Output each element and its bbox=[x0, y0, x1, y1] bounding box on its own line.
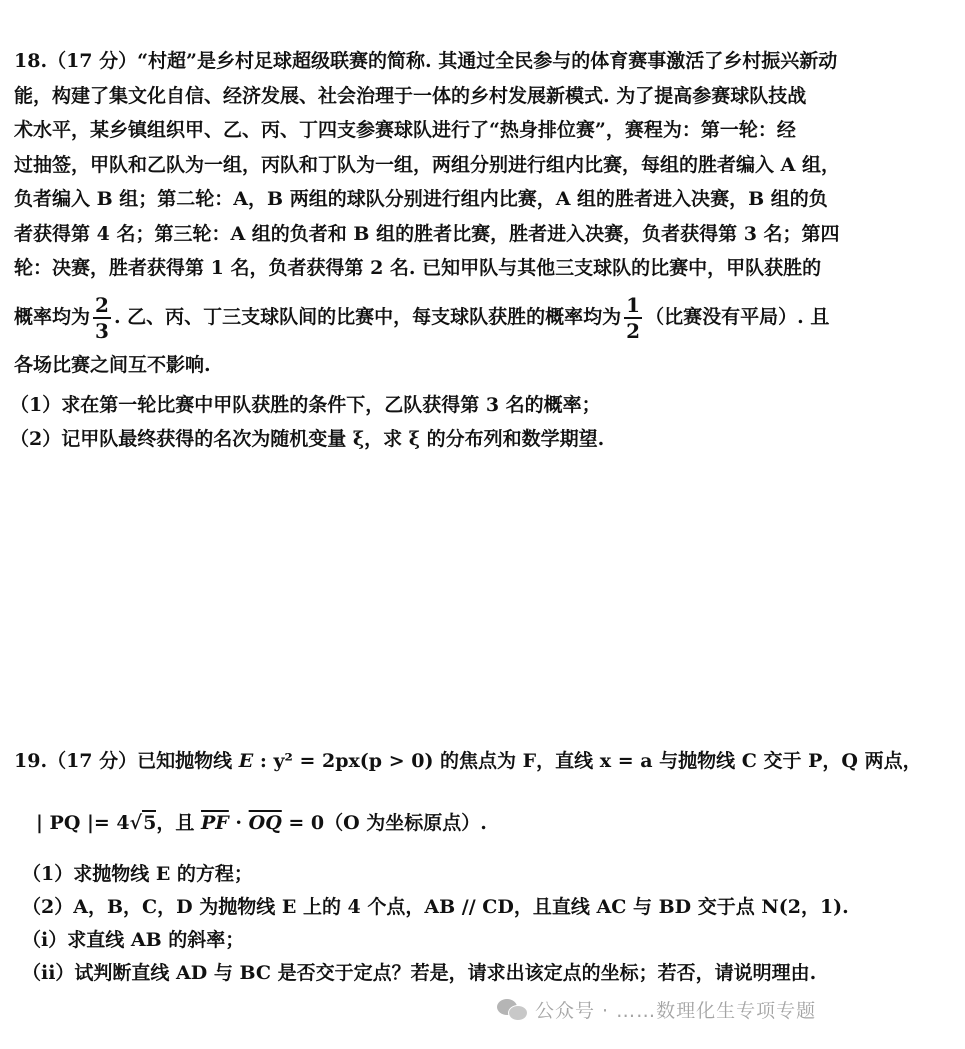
question-19 bbox=[14, 744, 954, 990]
watermark-text: 公众号 · ……数理化生专项专题 bbox=[535, 999, 817, 1022]
subquestion-2-ii: （ii）试判断直线 AD 与 BC 是否交于定点？若是，请求出该定点的坐标；若否，请说明理由. bbox=[22, 962, 817, 984]
vector-pf: $\overline{PF}$ bbox=[201, 812, 229, 834]
subquestion-1: （1）求抛物线 E 的方程； bbox=[22, 863, 253, 885]
fraction-denominator: 3 bbox=[95, 318, 109, 343]
stem-line-8-c: （比赛没有平局）. 且 bbox=[645, 305, 830, 328]
stem-line-5: 负者编入 B 组；第二轮：A，B 两组的球队分别进行组内比赛，A 组的胜者进入决赛，B 组的负 bbox=[14, 188, 828, 210]
stem-line-1: （17 分）“村超”是乡村足球超级联赛的简称. 其通过全民参与的体育赛事激活了乡村振兴新动 bbox=[47, 50, 838, 72]
question-19-stem-line-2 bbox=[36, 806, 954, 840]
stem-line-7: 轮：决赛，胜者获得第 1 名，负者获得第 2 名. 已知甲队与其他三支球队的比赛中，甲队获胜的 bbox=[14, 257, 822, 279]
question-18-number: 18. bbox=[14, 50, 48, 72]
fraction-two-thirds bbox=[93, 292, 111, 343]
dot-operator: · bbox=[228, 812, 249, 834]
sqrt-symbol: √ bbox=[129, 812, 143, 834]
subquestion-2-i: （i）求直线 AB 的斜率； bbox=[22, 929, 245, 951]
fraction-denominator: 2 bbox=[626, 318, 641, 343]
fraction-one-half bbox=[624, 292, 642, 343]
question-19-number: 19. bbox=[14, 750, 48, 772]
stem-line-3: 术水平，某乡镇组织甲、乙、丙、丁四支参赛球队进行了“热身排位赛”，赛程为：第一轮：经 bbox=[14, 119, 796, 141]
stem-line-8-b: . 乙、丙、丁三支球队间的比赛中，每支球队获胜的概率均为 bbox=[113, 305, 622, 328]
subquestion-2: （2）A，B，C，D 为抛物线 E 上的 4 个点，AB // CD，且直线 AC 与 BD 交于点 N(2，1). bbox=[22, 896, 849, 918]
math-symbol: E bbox=[238, 750, 254, 772]
watermark bbox=[497, 993, 816, 1025]
question-19-stem-line-1 bbox=[14, 744, 954, 778]
vector-oq: $\overline{OQ}$ bbox=[248, 812, 282, 834]
stem-line-2: 能，构建了集文化自信、经济发展、社会治理于一体的乡村发展新模式. 为了提高参赛球队技战 bbox=[14, 84, 807, 107]
stem-line-8 bbox=[14, 286, 954, 348]
stem-text: ，且 bbox=[156, 812, 202, 834]
math-expression: | PQ |= 4 bbox=[36, 812, 130, 834]
question-18-subquestions bbox=[6, 388, 954, 456]
wechat-icon bbox=[497, 997, 527, 1021]
fraction-numerator: 1 bbox=[626, 292, 641, 317]
stem-line-8-a: 概率均为 bbox=[14, 305, 91, 328]
stem-line-9-text: 各场比赛之间互不影响. bbox=[14, 353, 211, 376]
subquestion-2: （2）记甲队最终获得的名次为随机变量 ξ，求 ξ 的分布列和数学期望. bbox=[10, 428, 605, 450]
stem-text: = 0（O 为坐标原点）. bbox=[281, 812, 487, 834]
subquestion-1: （1）求在第一轮比赛中甲队获胜的条件下，乙队获得第 3 名的概率； bbox=[10, 394, 601, 416]
question-18-stem bbox=[14, 44, 954, 286]
stem-text: （17 分）已知抛物线 bbox=[47, 750, 239, 772]
stem-line-9 bbox=[14, 348, 954, 383]
sqrt-radicand: 5 bbox=[143, 812, 157, 834]
stem-text: : y² = 2px(p > 0) 的焦点为 F，直线 x = a 与抛物线 C 交于 P，Q 两点， bbox=[253, 750, 922, 772]
fraction-numerator: 2 bbox=[95, 292, 109, 317]
question-19-subquestions bbox=[18, 858, 954, 990]
stem-line-4: 过抽签，甲队和乙队为一组，丙队和丁队为一组，两组分别进行组内比赛，每组的胜者编入 A 组， bbox=[14, 153, 840, 176]
stem-line-6: 者获得第 4 名；第三轮：A 组的负者和 B 组的胜者比赛，胜者进入决赛，负者获得第 3 名；第四 bbox=[14, 222, 840, 245]
question-18 bbox=[10, 44, 954, 456]
